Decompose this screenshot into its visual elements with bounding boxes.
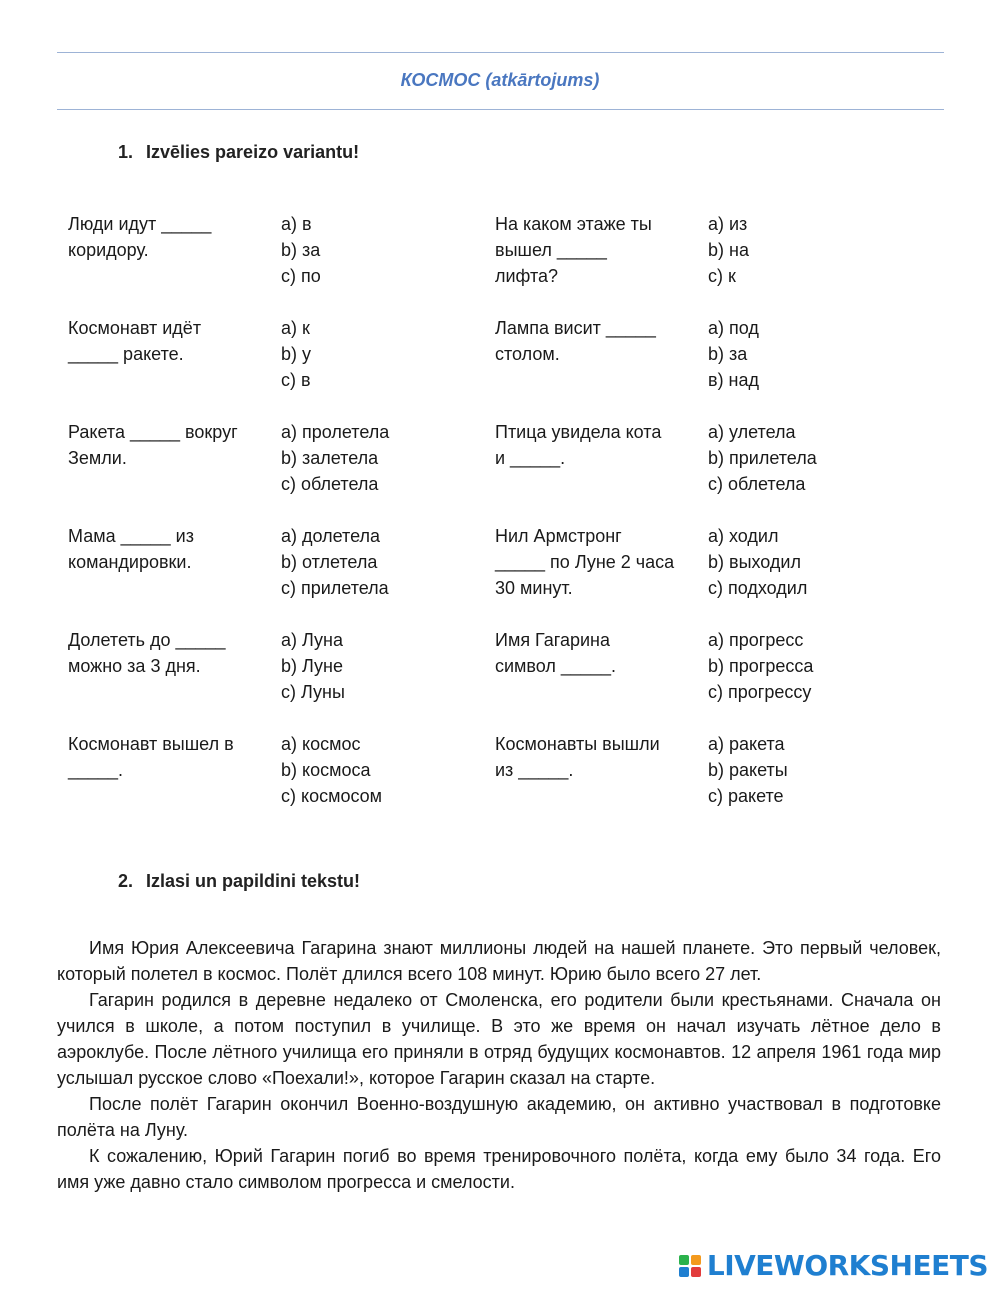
- answer-option[interactable]: c) подходил: [708, 578, 808, 598]
- header-bottom-rule: [57, 109, 944, 110]
- task-2-reading-text: [57, 935, 941, 1195]
- answer-option[interactable]: c) космосом: [281, 786, 383, 806]
- answer-option[interactable]: b) залетела: [281, 448, 379, 468]
- answer-option[interactable]: b) за: [708, 344, 748, 364]
- answer-option[interactable]: в) над: [708, 370, 760, 390]
- question-text: Птица увидела кота и _____.: [495, 422, 662, 468]
- answer-options: [708, 523, 807, 601]
- answer-option[interactable]: c) ракете: [708, 786, 784, 806]
- answer-option[interactable]: a) из: [708, 214, 748, 234]
- answer-option[interactable]: c) Луны: [281, 682, 345, 702]
- answer-options: [708, 419, 817, 497]
- question-text: Космонавт идёт _____ ракете.: [68, 318, 202, 364]
- answer-option[interactable]: a) ходил: [708, 526, 779, 546]
- question-text: Космонавты вышли из _____.: [495, 734, 660, 780]
- answer-option[interactable]: c) в: [281, 370, 311, 390]
- question-text: Люди идут _____ коридору.: [68, 214, 212, 260]
- answer-options: [708, 731, 788, 809]
- question-text: Ракета _____ вокруг Земли.: [68, 422, 238, 468]
- question-text: Нил Армстронг _____ по Луне 2 часа 30 минут.: [495, 526, 675, 598]
- answer-options: [281, 731, 382, 809]
- answer-option[interactable]: c) облетела: [281, 474, 379, 494]
- answer-option[interactable]: b) прилетела: [708, 448, 817, 468]
- answer-options: [708, 211, 749, 289]
- answer-option[interactable]: b) у: [281, 344, 312, 364]
- answer-options: [281, 523, 389, 601]
- question-text: На каком этаже ты вышел _____ лифта?: [495, 214, 652, 286]
- header-top-rule: [57, 52, 944, 53]
- liveworksheets-logo: [679, 1249, 988, 1282]
- answer-option[interactable]: a) пролетела: [281, 422, 390, 442]
- task-2-heading: [118, 871, 360, 892]
- task-1-heading: [118, 142, 359, 163]
- question-text: Мама _____ из командировки.: [68, 526, 194, 572]
- answer-option[interactable]: b) отлетела: [281, 552, 378, 572]
- answer-options: [708, 627, 813, 705]
- answer-option[interactable]: b) на: [708, 240, 749, 260]
- answer-option[interactable]: b) ракеты: [708, 760, 788, 780]
- task-2-number: 2.: [118, 871, 134, 891]
- answer-option[interactable]: b) выходил: [708, 552, 801, 572]
- answer-option[interactable]: a) в: [281, 214, 312, 234]
- answer-option[interactable]: c) по: [281, 266, 321, 286]
- paragraph: Гагарин родился в деревне недалеко от Смоленска, его родители были крестьянами. Сначала он учился в школе, а потом поступил в училище. В это же время он начал изучать лётное дело в аэроклубе. После лётного училища его приняли в отряд будущих космонавтов. 12 апреля 1961 года мир услышал русское слово «Поехали!», которое Гагарин сказал на старте.: [57, 990, 941, 1088]
- answer-option[interactable]: b) Луне: [281, 656, 343, 676]
- paragraph: К сожалению, Юрий Гагарин погиб во время тренировочного полёта, когда ему было 34 года. Его имя уже давно стало символом прогресса и смелости.: [57, 1146, 941, 1192]
- answer-option[interactable]: a) прогресс: [708, 630, 804, 650]
- answer-option[interactable]: b) за: [281, 240, 321, 260]
- paragraph: После полёт Гагарин окончил Военно-воздушную академию, он активно участвовал в подготовке полёта на Луну.: [57, 1094, 941, 1140]
- answer-option[interactable]: c) облетела: [708, 474, 806, 494]
- task-1-number: 1.: [118, 142, 134, 162]
- answer-option[interactable]: a) под: [708, 318, 759, 338]
- answer-option[interactable]: c) к: [708, 266, 736, 286]
- answer-options: [281, 419, 389, 497]
- answer-option[interactable]: b) космоса: [281, 760, 371, 780]
- logo-text: LIVEWORKSHEETS: [706, 1249, 988, 1282]
- answer-option[interactable]: a) Луна: [281, 630, 343, 650]
- answer-option[interactable]: a) долетела: [281, 526, 381, 546]
- question-text: Имя Гагарина символ _____.: [495, 630, 616, 676]
- paragraph: Имя Юрия Алексеевича Гагарина знают миллионы людей на нашей планете. Это первый человек, который полетел в космос. Полёт длился всего 108 минут. Юрию было всего 27 лет.: [57, 938, 941, 984]
- page-title: КОСМОС (atkārtojums): [400, 70, 600, 90]
- answer-option[interactable]: a) ракета: [708, 734, 785, 754]
- question-text: Космонавт вышел в _____.: [68, 734, 234, 780]
- question-text: Лампа висит _____ столом.: [495, 318, 656, 364]
- answer-option[interactable]: a) к: [281, 318, 310, 338]
- answer-option[interactable]: b) прогресса: [708, 656, 814, 676]
- answer-options: [281, 211, 321, 289]
- question-text: Долететь до _____ можно за 3 дня.: [68, 630, 226, 676]
- answer-option[interactable]: a) улетела: [708, 422, 796, 442]
- task-2-instruction: Izlasi un papildini tekstu!: [146, 871, 361, 891]
- answer-option[interactable]: c) прилетела: [281, 578, 389, 598]
- answer-options: [281, 315, 311, 393]
- answer-options: [708, 315, 759, 393]
- answer-option[interactable]: c) прогрессу: [708, 682, 812, 702]
- answer-options: [281, 627, 345, 705]
- task-1-instruction: Izvēlies pareizo variantu!: [146, 142, 360, 162]
- liveworksheets-mark-icon: [679, 1255, 701, 1277]
- answer-option[interactable]: a) космос: [281, 734, 361, 754]
